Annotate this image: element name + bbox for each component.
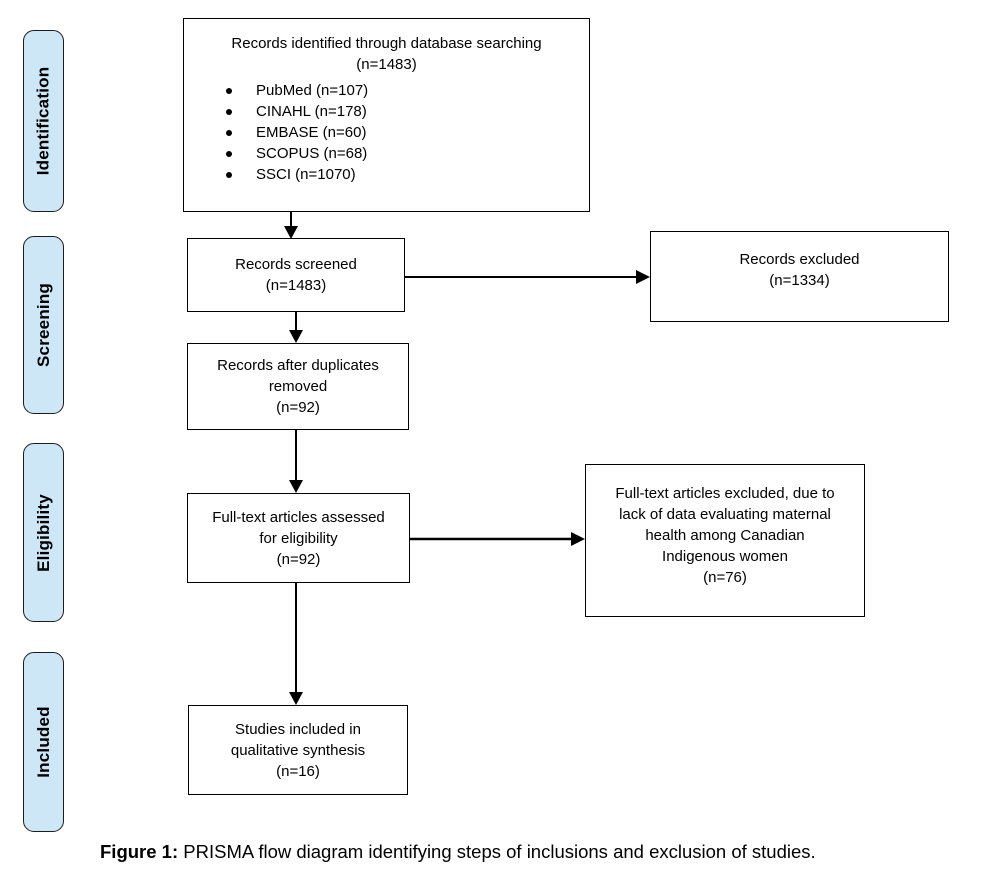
- database-cinahl: CINAHL (n=178): [256, 103, 367, 120]
- fulltext-excluded-line-4: Indigenous women: [662, 548, 788, 565]
- list-item: [184, 101, 589, 122]
- database-scopus: SCOPUS (n=68): [256, 145, 368, 162]
- stage-identification: [23, 30, 64, 212]
- arrow-duplicates-to-fulltext: [289, 430, 303, 493]
- fulltext-excluded-line-1: Full-text articles excluded, due to: [615, 485, 835, 502]
- bullet-icon: [226, 109, 232, 115]
- records-excluded-line-2: (n=1334): [769, 271, 830, 289]
- box-fulltext-excluded: [585, 464, 865, 617]
- bullet-icon: [226, 88, 232, 94]
- fulltext-excluded-line-2: lack of data evaluating maternal: [619, 506, 831, 523]
- box-records-identified: [183, 18, 590, 212]
- duplicates-line-1: Records after duplicates: [217, 357, 379, 374]
- stage-screening: [23, 236, 64, 414]
- stage-identification-label: Identification: [33, 66, 53, 176]
- bullet-icon: [226, 172, 232, 178]
- list-item: [184, 80, 589, 101]
- list-item: [184, 164, 589, 185]
- stage-included: [23, 652, 64, 832]
- arrow-fulltext-to-fulltext-excluded: [410, 532, 585, 546]
- box-studies-included: [188, 705, 408, 795]
- fulltext-excluded-line-3: health among Canadian: [645, 527, 805, 544]
- box-records-after-duplicates: [187, 343, 409, 430]
- figure-caption: [100, 840, 816, 864]
- list-item: [184, 143, 589, 164]
- database-bullet-list: [184, 80, 589, 185]
- studies-included-line-1: Studies included in: [235, 720, 361, 738]
- bullet-icon: [226, 130, 232, 136]
- records-identified-line-2: (n=1483): [356, 56, 417, 73]
- records-screened-line-2: (n=1483): [265, 277, 327, 294]
- records-identified-line-1: Records identified through database searching: [231, 35, 542, 52]
- records-screened-line-1: Records screened: [235, 256, 357, 273]
- stage-screening-label: Screening: [33, 283, 53, 367]
- database-ssci: SSCI (n=1070): [256, 166, 356, 183]
- duplicates-line-3: (n=92): [276, 399, 320, 416]
- studies-included-line-2: qualitative synthesis: [230, 741, 366, 759]
- records-excluded-line-1: Records excluded: [739, 250, 860, 268]
- fulltext-excluded-line-5: (n=76): [703, 569, 747, 586]
- list-item: [184, 122, 589, 143]
- arrow-fulltext-to-included-studies: [289, 583, 303, 705]
- figure-caption-text: PRISMA flow diagram identifying steps of inclusions and exclusion of studies.: [178, 841, 816, 862]
- box-records-screened: [187, 238, 405, 312]
- figure-caption-label: Figure 1:: [100, 841, 179, 862]
- arrow-screened-to-duplicates: [289, 312, 303, 343]
- fulltext-line-3: (n=92): [276, 550, 321, 568]
- database-embase: EMBASE (n=60): [256, 124, 367, 141]
- stage-eligibility: [23, 443, 64, 622]
- arrow-screened-to-excluded: [405, 270, 650, 284]
- stage-included-label: Included: [33, 706, 53, 778]
- studies-included-line-3: (n=16): [276, 762, 320, 780]
- duplicates-line-2: removed: [268, 378, 328, 395]
- box-records-excluded: [650, 231, 949, 322]
- fulltext-line-2: for eligibility: [259, 529, 338, 547]
- database-pubmed: PubMed (n=107): [256, 82, 369, 99]
- box-fulltext-assessed: [187, 493, 410, 583]
- stage-eligibility-label: Eligibility: [33, 493, 53, 572]
- bullet-icon: [226, 151, 232, 157]
- fulltext-line-1: Full-text articles assessed: [212, 508, 385, 526]
- arrow-identified-to-screened: [284, 212, 298, 239]
